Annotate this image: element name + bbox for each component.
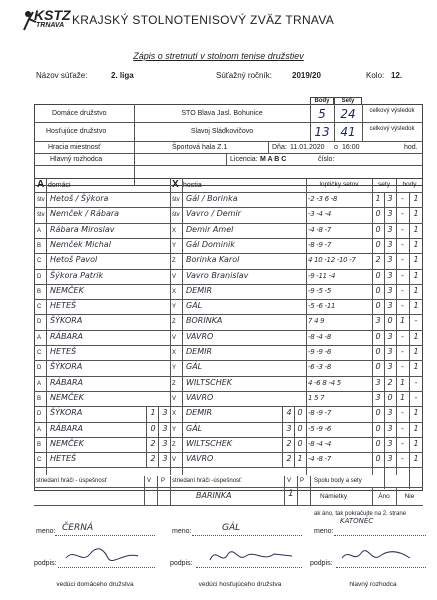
home-subs-p: P	[161, 478, 166, 484]
date-label: Dňa:	[272, 144, 287, 151]
ref-caption: hlavný rozhodca	[349, 581, 397, 588]
home-player: HETEŠ	[50, 454, 77, 464]
date-value: 11.01.2020	[290, 144, 325, 151]
home-sets: 0	[375, 438, 381, 448]
home-player: ŠÝKORA	[50, 362, 83, 372]
home-points: -	[401, 454, 404, 464]
form-title: Zápis o stretnutí v stolnom tenise družstiev	[133, 51, 304, 61]
total-label-1: celkový výsledok	[369, 108, 415, 114]
set-scores: -9 -11 -4	[308, 271, 336, 280]
home-sets: 0	[375, 347, 381, 356]
away-player: WILTSCHEK	[186, 438, 233, 448]
home-sets: 3	[375, 392, 381, 402]
away-sub-score: 0	[297, 423, 303, 433]
set-scores: -2 -3 6 -8	[308, 195, 338, 203]
home-slot: D	[37, 411, 42, 418]
away-body: 13	[314, 125, 330, 139]
column-divider	[170, 178, 171, 475]
body-label: Body	[314, 98, 330, 104]
away-player: Demir Amel	[186, 224, 234, 234]
home-slot: D	[37, 365, 42, 372]
column-divider	[182, 178, 183, 475]
home-slot: B	[37, 242, 42, 249]
set-scores: -6 -3 -8	[308, 363, 331, 372]
away-subs-label: striedaní hráči -úspešnosť	[172, 478, 242, 484]
home-sets: 0	[375, 301, 381, 311]
home-sub-score: 2	[150, 454, 156, 464]
away-sets: 3	[387, 270, 393, 280]
away-slot: Z	[172, 380, 176, 387]
notes-yes: Áno	[378, 493, 390, 500]
venue-value: Športová hala Z.1	[172, 144, 228, 151]
body-col-label: body	[402, 181, 417, 188]
venue-label: Hracia miestnosť	[48, 144, 101, 151]
away-player: VAVRO	[186, 392, 214, 402]
home-sign-label: podpis:	[34, 560, 57, 567]
home-sets: 0	[375, 224, 381, 234]
home-slot: A	[37, 334, 42, 341]
away-player: GÁL	[186, 301, 203, 311]
home-sets: 2	[375, 255, 381, 265]
notes-note: ak áno, tak pokračujte na 2. strane	[314, 511, 407, 517]
away-slot: V	[172, 334, 177, 341]
set-scores: 4 10 -12 -10 -7	[308, 256, 356, 265]
away-sub-score: 1	[297, 454, 303, 464]
home-slot: štv	[37, 197, 45, 203]
home-player: RÁBARA	[50, 423, 84, 433]
home-slot: D	[37, 319, 42, 326]
notes-label: Námietky	[320, 493, 348, 500]
away-sub-val: 1	[288, 489, 294, 499]
away-sets: 3	[387, 239, 393, 249]
home-sets: 0	[375, 408, 381, 418]
row-divider	[34, 238, 423, 239]
home-sets: 0	[375, 423, 381, 433]
away-player: GÁL	[186, 423, 203, 433]
away-slot: X	[172, 288, 177, 295]
away-letter: X	[172, 179, 179, 190]
column-divider	[158, 406, 159, 467]
home-points: -	[401, 224, 404, 234]
set-scores: -4 -8 -7	[308, 225, 331, 234]
row-divider	[34, 269, 423, 270]
row-divider	[34, 299, 423, 300]
column-divider	[306, 178, 307, 475]
row-divider	[34, 223, 423, 224]
away-sets: 3	[387, 454, 393, 464]
ref-sign-label: podpis:	[310, 560, 333, 567]
row-divider	[34, 452, 423, 453]
set-scores: -3 -4 -4	[308, 210, 331, 219]
home-team-label: Domáce družstvo	[52, 110, 107, 117]
away-sety: 41	[340, 125, 356, 139]
away-points: 1	[413, 270, 419, 280]
home-player: Hetoš / Šýkora	[50, 194, 109, 203]
away-team-label: Hosťujúce družstvo	[46, 128, 107, 135]
row-divider	[34, 360, 423, 361]
away-sub-score: 4	[286, 408, 292, 418]
home-name-label: meno:	[36, 528, 56, 535]
set-scores: 7 4 9	[308, 317, 325, 326]
home-player: ŠÝKORA	[50, 316, 83, 326]
home-leader-caption: vedúci domáceho družstva	[56, 581, 134, 588]
season-label: Súťažný ročník:	[216, 71, 272, 80]
total-label-2: celkový výsledok	[369, 126, 415, 132]
row-divider	[34, 314, 423, 315]
row-divider	[34, 376, 423, 377]
number-label: číslo:	[318, 156, 335, 163]
away-player: Borinka Karol	[186, 255, 240, 265]
comp-label: Názov súťaže:	[36, 71, 88, 80]
row-divider	[34, 330, 423, 331]
home-points: 1	[399, 377, 406, 387]
column-divider	[282, 406, 283, 467]
away-player: Gál Dominik	[186, 239, 235, 249]
away-points: 1	[413, 209, 419, 219]
away-player: DEMIR	[186, 285, 213, 295]
away-sets: 3	[387, 438, 393, 448]
home-points: -	[401, 331, 404, 341]
home-player: Nemček Michal	[50, 239, 111, 249]
home-slot: D	[37, 273, 42, 280]
away-points: 1	[413, 362, 419, 372]
home-points: 1	[399, 392, 406, 402]
home-sub-score: 3	[162, 438, 168, 448]
away-slot: Y	[172, 242, 177, 249]
away-player: BORINKA	[186, 316, 223, 326]
comp-value: 2. liga	[111, 71, 134, 80]
home-player: HETEŠ	[50, 301, 77, 311]
set-scores: -8 -9 -7	[308, 240, 331, 249]
ref-name-label: meno:	[314, 528, 334, 535]
home-team-name: STO Blava Jasl. Bohunice	[181, 110, 263, 117]
home-signature	[64, 544, 144, 568]
home-body: 5	[318, 107, 326, 121]
home-player: RÁBARA	[50, 377, 84, 387]
sety-label: Sety	[341, 98, 355, 104]
home-points: 1	[399, 316, 406, 326]
home-slot: B	[37, 395, 42, 402]
home-col-label: domáci	[48, 182, 71, 189]
home-slot: A	[37, 227, 42, 234]
away-leader-caption: vedúci hosťujúceho družstva	[198, 581, 282, 588]
home-points: -	[401, 285, 404, 295]
set-scores: 1 5 7	[308, 393, 325, 402]
home-player: NEMČEK	[50, 392, 84, 402]
sets-col-label: loptičky setov	[319, 181, 359, 188]
licence-value: M A B C	[260, 156, 287, 163]
home-sets: 3	[375, 316, 381, 326]
logo	[22, 8, 70, 34]
column-divider	[146, 406, 147, 467]
home-player: Nemček / Rábara	[50, 209, 120, 219]
away-sets: 3	[387, 224, 393, 234]
home-slot: B	[37, 441, 42, 448]
away-points: 1	[413, 423, 419, 433]
home-points: -	[401, 347, 404, 356]
home-leader-name: ČERNÁ	[62, 523, 94, 533]
total-points-label: Spolu body a sety	[314, 478, 362, 484]
home-sub-score: 0	[150, 423, 156, 433]
home-points: -	[401, 239, 404, 249]
away-col-label: hostia	[183, 182, 202, 189]
ref-name: KATONEC	[340, 517, 374, 525]
home-sub-score: 3	[162, 408, 168, 418]
home-sets: 0	[375, 209, 381, 219]
away-slot: štv	[172, 212, 180, 219]
away-sets: 3	[387, 209, 393, 219]
away-slot: štv	[172, 197, 180, 203]
away-slot: Z	[172, 258, 176, 265]
away-sets: 3	[387, 423, 393, 433]
set-scores: -9 -5 -5	[308, 286, 331, 295]
home-sub-score: 1	[150, 408, 156, 418]
away-points: 1	[413, 347, 419, 356]
away-points: 1	[413, 224, 419, 234]
row-divider	[34, 284, 423, 285]
away-slot: V	[172, 273, 177, 280]
set-scores: -8 -4 -4	[308, 439, 331, 448]
away-points: -	[414, 316, 418, 326]
away-points: 1	[413, 255, 419, 265]
home-points: -	[401, 423, 404, 433]
notes-no: Nie	[404, 493, 415, 500]
home-sub-score: 3	[162, 423, 168, 433]
time-value: 16:00	[342, 144, 360, 151]
round-value: 12.	[391, 71, 403, 80]
away-player: GÁL	[186, 362, 203, 372]
home-player: Hetoš Pavol	[50, 255, 98, 265]
away-player: VAVRO	[186, 331, 214, 341]
home-sub-score: 2	[150, 438, 156, 448]
home-player: NEMČEK	[50, 285, 84, 295]
home-slot: C	[37, 350, 42, 356]
home-player: HETEŠ	[50, 347, 77, 356]
set-scores: -8 -9 -7	[308, 409, 331, 418]
home-sets: 0	[375, 270, 381, 280]
away-sets: 2	[387, 377, 393, 387]
away-sub-name: BARINKA	[196, 491, 232, 500]
home-sety: 24	[340, 107, 356, 121]
away-sets: 3	[387, 285, 393, 295]
season-value: 2019/20	[292, 71, 321, 80]
home-sets: 0	[375, 285, 381, 295]
away-slot: Z	[172, 441, 176, 448]
away-player: DEMIR	[186, 408, 213, 418]
home-points: -	[401, 255, 404, 265]
home-sub-score: 3	[162, 454, 168, 464]
logo-sub: TRNAVA	[36, 22, 65, 29]
home-subs-label: striedaní hráči - úspešnosť	[36, 478, 107, 484]
away-sign-label: podpis:	[170, 560, 193, 567]
away-sets: 3	[387, 194, 393, 203]
home-player: ŠÝKORA	[50, 408, 83, 418]
home-slot: A	[37, 426, 42, 433]
row-divider	[34, 467, 423, 468]
away-player: Gál / Borinka	[186, 194, 238, 203]
set-scores: -9 -9 -6	[308, 348, 331, 356]
home-points: -	[401, 301, 404, 311]
home-slot: C	[37, 304, 42, 311]
licence-label: Licencia:	[230, 156, 258, 163]
away-slot: X	[172, 227, 177, 234]
away-points: 1	[413, 438, 419, 448]
away-slot: Y	[172, 365, 177, 372]
away-sub-score: 2	[286, 454, 292, 464]
home-sets: 3	[375, 377, 381, 387]
home-slot: štv	[37, 212, 45, 219]
home-slot: C	[37, 457, 42, 464]
away-sets: 0	[387, 316, 393, 326]
home-sets: 0	[375, 362, 381, 372]
away-slot: X	[172, 350, 177, 356]
away-points: -	[414, 392, 418, 402]
away-points: 1	[413, 454, 419, 464]
away-subs-p: P	[300, 478, 305, 484]
set-scores: 4 -6 8 -4 5	[308, 378, 341, 387]
away-sets: 3	[387, 331, 393, 341]
away-player: Vavro / Demir	[186, 209, 241, 219]
home-player: RÁBARA	[50, 331, 84, 341]
away-sets: 3	[387, 255, 393, 265]
row-divider	[34, 406, 423, 407]
away-player: DEMIR	[186, 347, 213, 356]
row-divider	[34, 437, 423, 438]
column-divider	[46, 178, 47, 475]
away-points: 1	[413, 239, 419, 249]
away-points: 1	[413, 285, 419, 295]
set-scores: -8 -4 -8	[308, 332, 331, 341]
away-points: 1	[413, 194, 419, 203]
away-slot: Y	[172, 426, 177, 433]
away-sub-score: 0	[297, 438, 303, 448]
home-player: Rábara Miroslav	[50, 224, 115, 234]
away-player: Vavro Branislav	[186, 270, 249, 280]
home-letter: A	[37, 179, 45, 190]
home-slot: B	[37, 288, 42, 295]
away-points: 1	[413, 331, 419, 341]
set-scores: -5 -6 -11	[308, 302, 336, 311]
row-divider	[34, 391, 423, 392]
round-label: Kolo:	[366, 71, 385, 80]
org-name: KRAJSKÝ STOLNOTENISOVÝ ZVÄZ TRNAVA	[72, 13, 335, 27]
away-slot: V	[172, 395, 177, 402]
away-points: 1	[413, 301, 419, 311]
away-player: VAVRO	[186, 454, 214, 464]
away-sets: 3	[387, 362, 393, 372]
time-unit: hod.	[404, 144, 418, 151]
home-sets: 0	[375, 454, 381, 464]
home-sets: 0	[375, 331, 381, 341]
ref-signature	[340, 544, 420, 568]
away-slot: Z	[172, 319, 176, 326]
away-leader-name: GÁL	[222, 523, 241, 533]
away-name-label: meno:	[172, 528, 192, 535]
away-sets: 3	[387, 408, 393, 418]
row-divider	[34, 345, 423, 346]
row-divider	[34, 422, 423, 423]
away-slot: X	[172, 411, 177, 418]
home-slot: C	[37, 258, 42, 265]
away-player: WILTSCHEK	[186, 377, 233, 387]
away-subs-v: V	[287, 478, 292, 484]
home-points: -	[401, 362, 404, 372]
away-points: 1	[413, 408, 419, 418]
time-label: o	[334, 144, 338, 151]
away-sets: 3	[387, 347, 393, 356]
away-slot: V	[172, 457, 177, 464]
home-subs-v: V	[147, 478, 152, 484]
away-slot: Y	[172, 304, 177, 311]
home-points: -	[401, 209, 404, 219]
away-sets: 0	[387, 392, 393, 402]
referee-label: Hlavný rozhodca	[50, 156, 103, 163]
home-points: -	[401, 194, 404, 203]
home-slot: A	[37, 380, 42, 387]
away-sub-score: 0	[297, 408, 303, 418]
away-sub-score: 2	[286, 438, 292, 448]
away-sub-score: 3	[286, 423, 292, 433]
home-player: Šýkora Patrik	[50, 270, 104, 280]
away-team-name: Slavoj Sládkovičovo	[190, 128, 254, 135]
home-sets: 1	[375, 194, 381, 203]
home-points: -	[401, 408, 404, 418]
away-sets: 3	[387, 301, 393, 311]
away-points: -	[414, 377, 418, 387]
set-scores: -5 -9 -6	[308, 424, 331, 433]
home-points: -	[401, 438, 404, 448]
logo-text: KSTZ	[34, 7, 71, 23]
home-points: -	[401, 270, 404, 280]
set-scores: -4 -8 -7	[308, 455, 331, 464]
away-signature	[208, 544, 298, 568]
sety-col-label: sety	[378, 181, 390, 188]
home-sets: 0	[375, 239, 381, 249]
home-player: NEMČEK	[50, 438, 84, 448]
